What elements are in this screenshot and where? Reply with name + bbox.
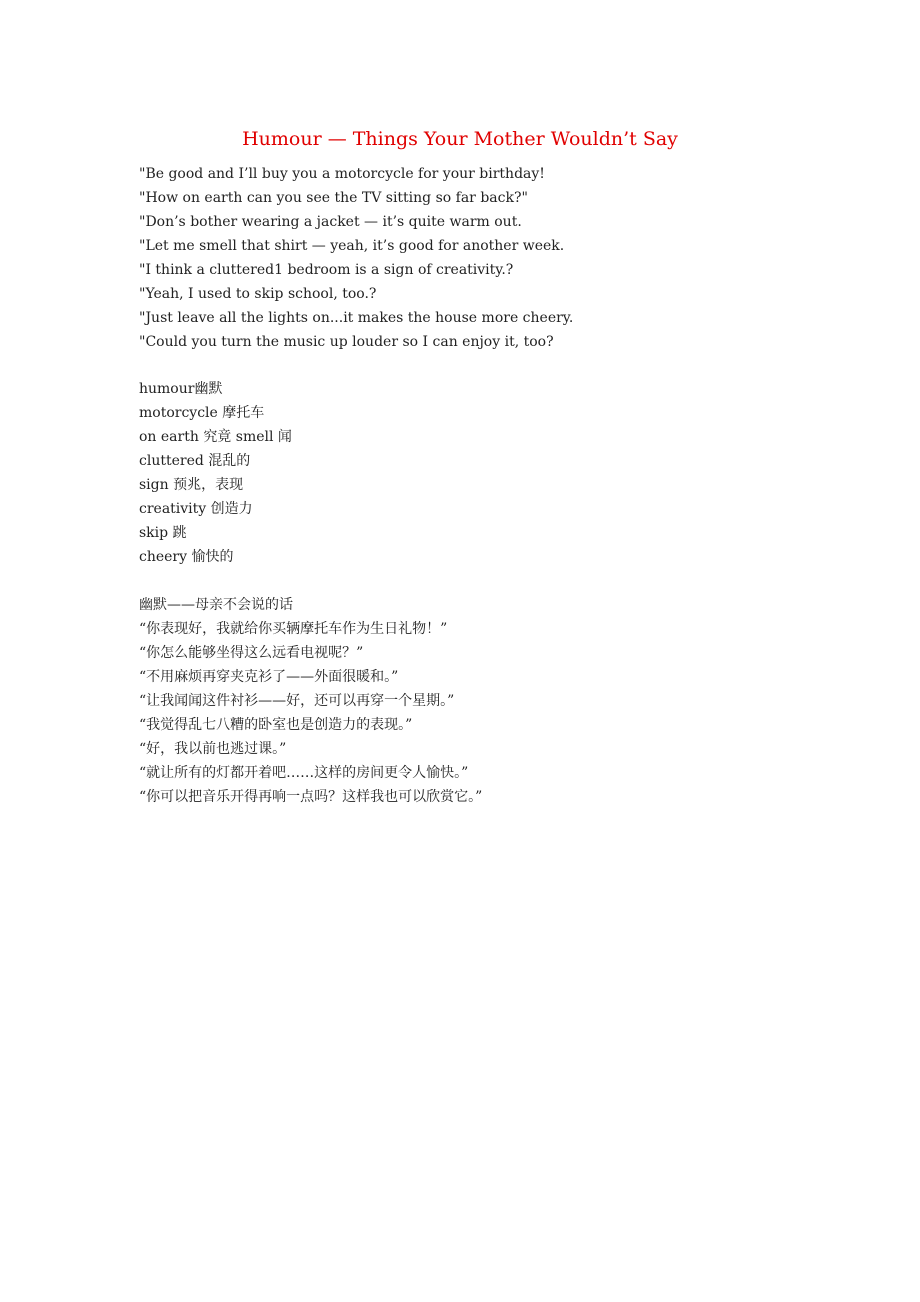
quote-line: "Be good and I’ll buy you a motorcycle for your birthday! bbox=[139, 166, 545, 182]
vocabulary-item: skip 跳 bbox=[139, 525, 187, 541]
quote-line: "I think a cluttered1 bedroom is a sign of creativity.? bbox=[139, 262, 514, 278]
translation-line: “我觉得乱七八糟的卧室也是创造力的表现。” bbox=[139, 717, 413, 733]
translation-line: “好，我以前也逃过课。” bbox=[139, 741, 287, 757]
quote-line: "Let me smell that shirt — yeah, it’s good for another week. bbox=[139, 238, 565, 254]
vocabulary-item: sign 预兆，表现 bbox=[139, 477, 244, 493]
translation-line: “就让所有的灯都开着吧……这样的房间更令人愉快。” bbox=[139, 765, 469, 781]
document-title: Humour — Things Your Mother Wouldn’t Say bbox=[242, 128, 678, 150]
vocabulary-item: motorcycle 摩托车 bbox=[139, 405, 265, 421]
translation-line: “你怎么能够坐得这么远看电视呢？” bbox=[139, 645, 364, 661]
vocabulary-item: cluttered 混乱的 bbox=[139, 453, 251, 469]
vocabulary-item: cheery 愉快的 bbox=[139, 549, 234, 565]
translation-line: “不用麻烦再穿夹克衫了——外面很暖和。” bbox=[139, 669, 399, 685]
translation-line: “你可以把音乐开得再响一点吗？这样我也可以欣赏它。” bbox=[139, 789, 483, 805]
quote-line: "Just leave all the lights on...it makes the house more cheery. bbox=[139, 310, 574, 326]
chinese-translation bbox=[139, 593, 839, 809]
translation-line: “你表现好，我就给你买辆摩托车作为生日礼物！” bbox=[139, 621, 448, 637]
vocabulary-item: creativity 创造力 bbox=[139, 501, 253, 517]
translation-heading: 幽默——母亲不会说的话 bbox=[139, 597, 293, 613]
vocabulary-item: on earth 究竟 smell 闻 bbox=[139, 429, 292, 445]
quote-line: "Yeah, I used to skip school, too.? bbox=[139, 286, 377, 302]
vocabulary-list bbox=[139, 377, 839, 569]
quote-line: "How on earth can you see the TV sitting so far back?" bbox=[139, 190, 528, 206]
vocabulary-item: humour幽默 bbox=[139, 381, 223, 397]
quote-line: "Don’s bother wearing a jacket — it’s quite warm out. bbox=[139, 214, 522, 230]
english-quotes bbox=[139, 162, 839, 354]
quote-line: "Could you turn the music up louder so I can enjoy it, too? bbox=[139, 334, 554, 350]
translation-line: “让我闻闻这件衬衫——好，还可以再穿一个星期。” bbox=[139, 693, 455, 709]
